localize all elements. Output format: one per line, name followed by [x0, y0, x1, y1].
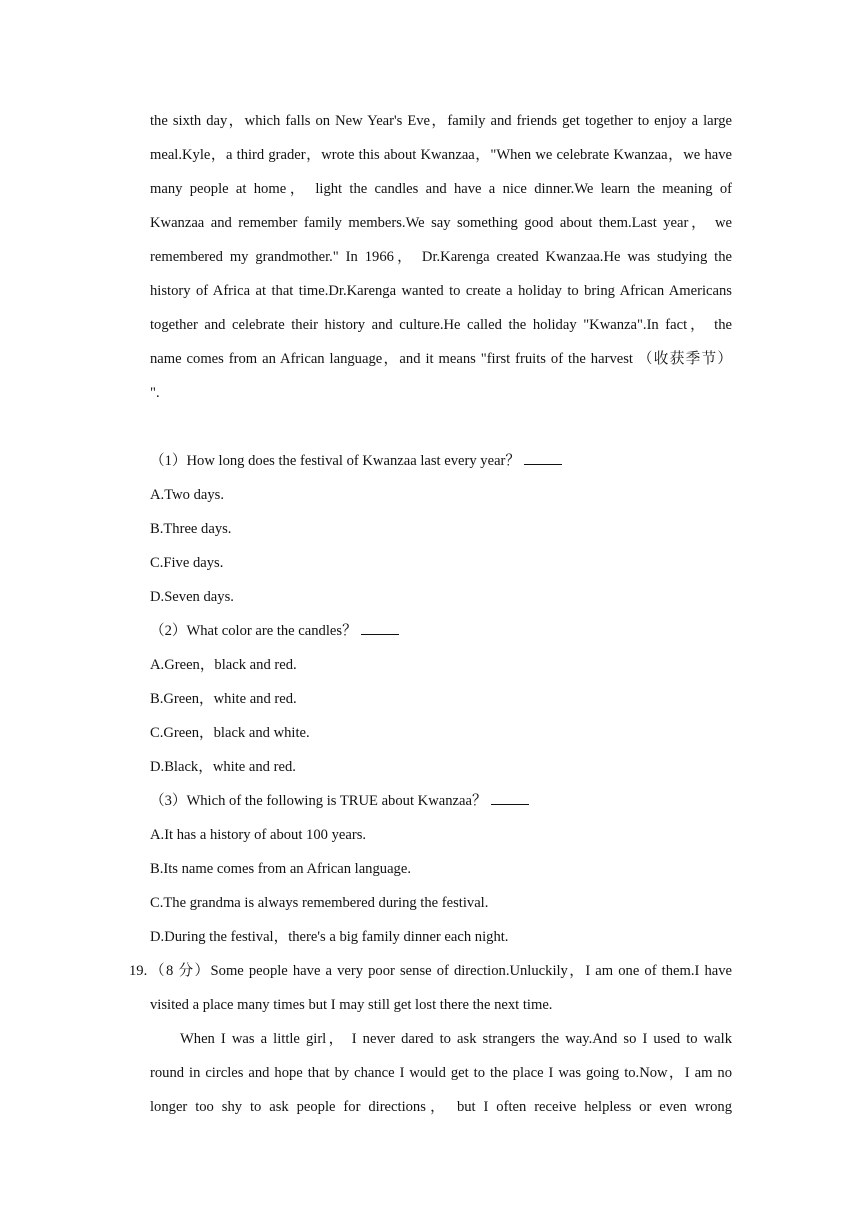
- option-d: D.Black，white and red.: [150, 759, 296, 775]
- question-number: 19.: [129, 963, 148, 979]
- option-c: C.The grandma is always remembered during the festival.: [150, 895, 489, 911]
- answer-blank[interactable]: [361, 620, 399, 635]
- answer-blank[interactable]: [524, 450, 562, 465]
- answer-blank[interactable]: [491, 790, 529, 805]
- option-c: C.Five days.: [150, 555, 224, 571]
- passage-line: many people at home， light the candles and have a nice dinner.We learn the meaning of: [150, 181, 732, 197]
- option-c: C.Green，black and white.: [150, 725, 310, 741]
- spacer: [150, 410, 732, 444]
- reading-passage: [150, 104, 732, 410]
- passage-line: visited a place many times but I may still get lost there the next time.: [150, 997, 553, 1013]
- question-stem: [150, 784, 732, 818]
- question-stem-text: （2）What color are the candles？: [150, 623, 357, 639]
- question-2: [150, 614, 732, 784]
- question-stem: [150, 614, 732, 648]
- passage-line: history of Africa at that time.Dr.Karenga wanted to create a holiday to bring African Americans: [150, 283, 732, 299]
- passage-line: ".: [150, 385, 160, 401]
- passage-line: longer too shy to ask people for directions， but I often receive helpless or even wrong: [150, 1099, 732, 1115]
- question-stem: [150, 444, 732, 478]
- passage-line: （8 分）Some people have a very poor sense of direction.Unluckily，I am one of them.I have: [150, 963, 732, 979]
- passage-line: meal.Kyle，a third grader，wrote this about Kwanzaa，"When we celebrate Kwanzaa，we have: [150, 147, 732, 163]
- question-19: [129, 954, 732, 1124]
- passage-line: together and celebrate their history and culture.He called the holiday "Kwanza".In fact， the: [150, 317, 732, 333]
- option-b: B.Three days.: [150, 521, 232, 537]
- question-stem-text: （1）How long does the festival of Kwanzaa last every year？: [150, 453, 520, 469]
- passage-line: Kwanzaa and remember family members.We say something good about them.Last year， we: [150, 215, 732, 231]
- option-b: B.Its name comes from an African language.: [150, 861, 411, 877]
- question-stem-text: （3）Which of the following is TRUE about Kwanzaa？: [150, 793, 487, 809]
- option-d: D.During the festival，there's a big family dinner each night.: [150, 929, 509, 945]
- option-a: A.Green，black and red.: [150, 657, 297, 673]
- option-a: A.It has a history of about 100 years.: [150, 827, 367, 843]
- passage-line: the sixth day，which falls on New Year's Eve，family and friends get together to enjoy a large: [150, 113, 732, 129]
- question-3: [150, 784, 732, 954]
- page-content: [129, 104, 732, 1124]
- passage-line: name comes from an African language，and it means "first fruits of the harvest （收获季节）: [150, 351, 732, 367]
- option-a: A.Two days.: [150, 487, 224, 503]
- passage-line: round in circles and hope that by chance I would get to the place I was going to.Now，I am no: [150, 1065, 732, 1081]
- option-b: B.Green，white and red.: [150, 691, 297, 707]
- passage-line: When I was a little girl， I never dared to ask strangers the way.And so I used to walk: [180, 1031, 732, 1047]
- question-1: [150, 444, 732, 614]
- passage-line: remembered my grandmother." In 1966， Dr.Karenga created Kwanzaa.He was studying the: [150, 249, 732, 265]
- option-d: D.Seven days.: [150, 589, 234, 605]
